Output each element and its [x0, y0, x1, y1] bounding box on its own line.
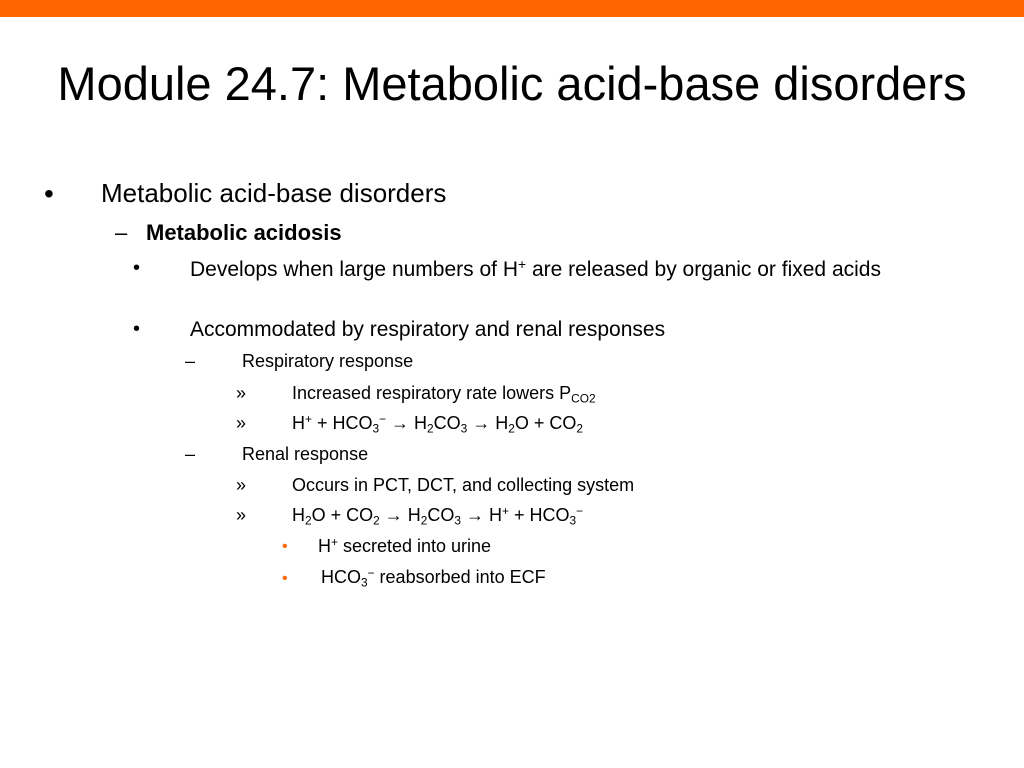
- h-secreted-text: H+ secreted into urine: [318, 535, 492, 556]
- arrow-icon: →: [466, 505, 484, 525]
- renal-response-text: Renal response: [242, 444, 369, 464]
- orange-bullet: •: [282, 570, 288, 587]
- bullet-l3: •: [133, 318, 141, 340]
- dash-l4: –: [185, 444, 196, 464]
- arrow-icon: →: [472, 413, 491, 433]
- arrow-icon: →: [384, 505, 403, 525]
- equation-2: $H_2O + CO_2 \to H_2CO_3 \to H^+ + HCO_3^-$: [292, 504, 584, 528]
- develops-text: Develops when large numbers of H+ are released by organic or fixed acids: [190, 256, 881, 281]
- raquo-marker: »: [236, 475, 247, 495]
- raquo-marker: »: [236, 505, 247, 525]
- metabolic-disorders-text: Metabolic acid-base disorders: [101, 178, 447, 208]
- dash-l2: –: [115, 220, 128, 245]
- increased-rate-text: Increased respiratory rate lowers $P_{CO2}$: [292, 383, 596, 406]
- top-accent-bar: [0, 0, 1024, 17]
- bullet-l3: •: [133, 257, 141, 279]
- dash-l4: –: [185, 351, 196, 371]
- slide-title: Module 24.7: Metabolic acid-base disorders: [57, 57, 967, 111]
- raquo-marker: »: [236, 413, 247, 433]
- arrow-icon: →: [391, 413, 410, 433]
- occurs-text: Occurs in PCT, DCT, and collecting system: [292, 475, 635, 495]
- orange-bullet: •: [282, 538, 288, 555]
- accommodated-text: Accommodated by respiratory and renal responses: [190, 318, 666, 341]
- metabolic-acidosis-heading: Metabolic acidosis: [146, 220, 342, 245]
- respiratory-response-text: Respiratory response: [242, 351, 414, 371]
- hco3-reabsorbed-text: $HCO_3^-$ reabsorbed into ECF: [321, 566, 546, 590]
- equation-1: $H^+ + HCO_3^- \to H_2CO_3 \to H_2O + CO_2$: [292, 412, 584, 436]
- raquo-marker: »: [236, 383, 247, 403]
- bullet-l1: •: [44, 178, 54, 209]
